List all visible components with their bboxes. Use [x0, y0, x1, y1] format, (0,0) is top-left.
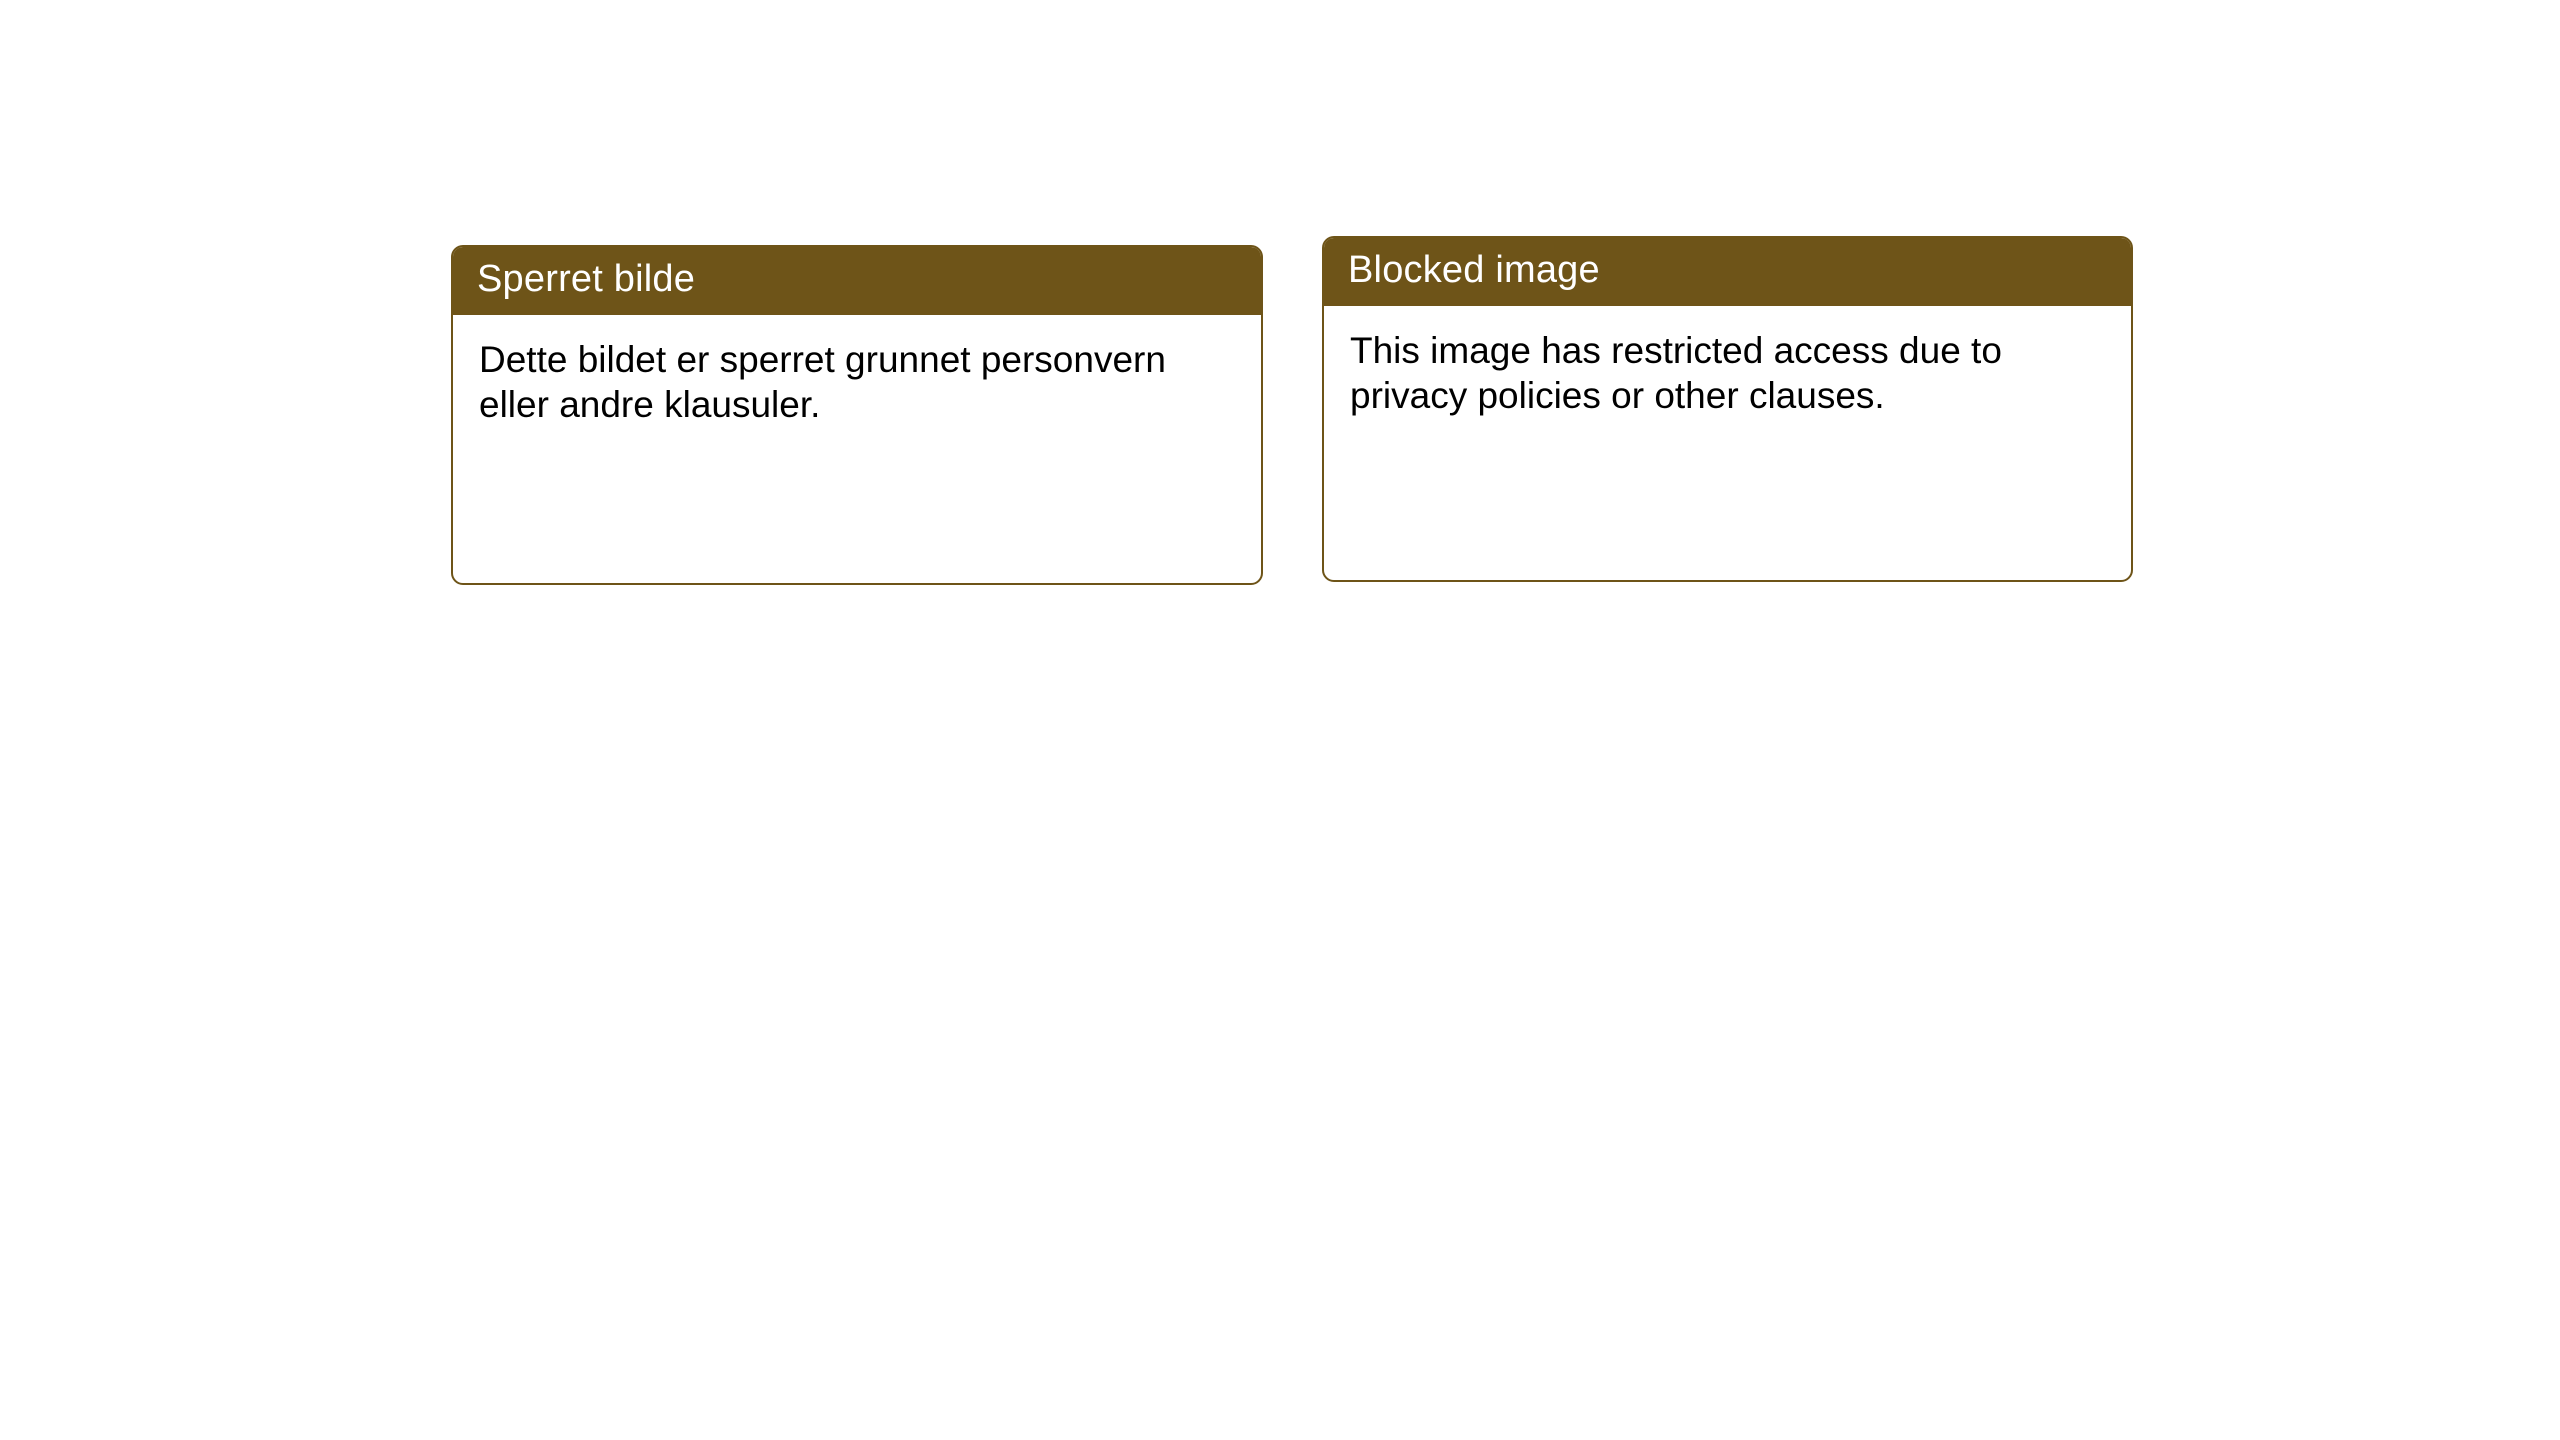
blocked-image-notice-en	[1322, 236, 2133, 582]
blocked-image-notice-no	[451, 245, 1263, 585]
notice-title-no: Sperret bilde	[453, 247, 1261, 315]
notice-body-no	[453, 315, 1261, 427]
notice-body-text-en: This image has restricted access due to privacy policies or other clauses.	[1350, 329, 2002, 416]
notice-body-text-no: Dette bildet er sperret grunnet personvern eller andre klausuler.	[479, 338, 1166, 425]
notice-body-en	[1324, 306, 2131, 418]
notice-title-en: Blocked image	[1324, 238, 2131, 306]
